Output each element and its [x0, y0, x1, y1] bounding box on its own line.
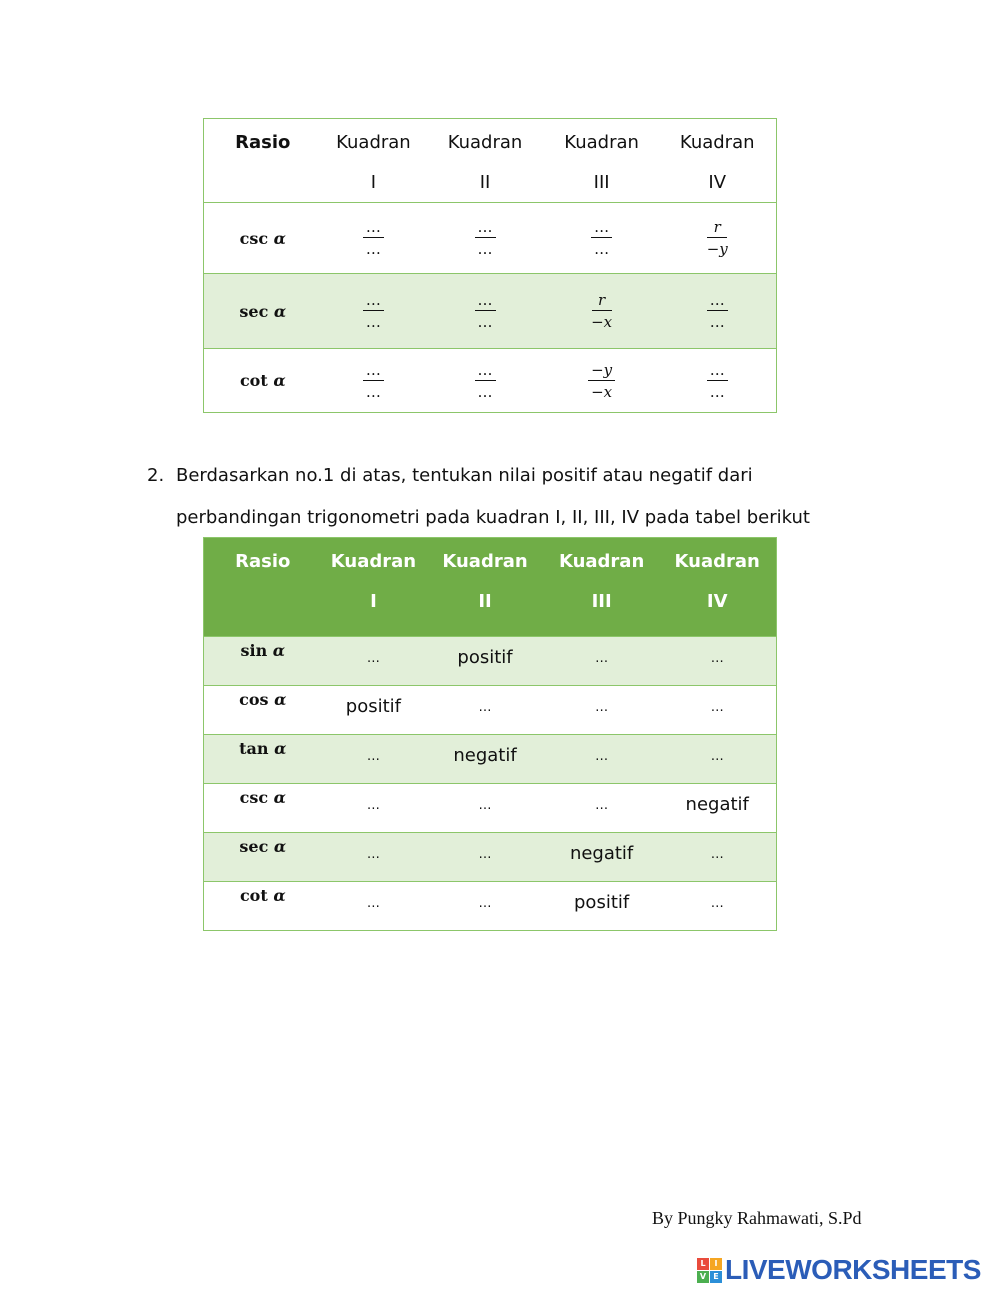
fraction-cell: $\frac{\dots}{\dots}$: [322, 203, 426, 273]
ratio-label: cot α: [239, 371, 286, 390]
sign-cell: …: [595, 651, 609, 666]
fraction-cell: $\frac{-y}{-x}$: [545, 349, 659, 412]
fraction-cell: $\frac{r}{-y}$: [706, 218, 728, 258]
sign-cell: …: [366, 651, 380, 666]
sign-cell: positif: [345, 696, 402, 717]
header-quadrant-1: Kuadran I: [336, 132, 411, 193]
ratio-label: sec α: [239, 301, 287, 321]
sign-cell: …: [710, 700, 724, 715]
header-quadrant-3: Kuadran III: [564, 132, 639, 193]
logo-letter: I: [710, 1258, 722, 1270]
fraction-cell: $\frac{\dots}{\dots}$: [545, 203, 659, 273]
fraction-cell: $\frac{\dots}{\dots}$: [425, 203, 545, 273]
ratio-label: cot α: [239, 886, 286, 905]
sign-cell: …: [366, 847, 380, 862]
logo-text: LIVEWORKSHEETS: [725, 1254, 981, 1285]
sign-cell: …: [366, 896, 380, 911]
liveworksheets-logo: [697, 1253, 981, 1287]
sign-cell: positif: [457, 647, 513, 668]
header-ratio: Rasio: [235, 551, 291, 572]
sign-cell: …: [366, 749, 380, 764]
header-quadrant-2: Kuadran II: [442, 551, 528, 612]
header-ratio: Rasio: [235, 132, 291, 153]
table-row: [204, 783, 776, 832]
question-text-line-1: Berdasarkan no.1 di atas, tentukan nilai positif atau negatif dari: [176, 465, 753, 486]
author-credit: By Pungky Rahmawati, S.Pd: [652, 1208, 862, 1228]
sign-cell: …: [478, 700, 492, 715]
logo-letter: L: [697, 1258, 709, 1270]
ratio-label: cos α: [239, 690, 287, 709]
header-quadrant-3: Kuadran III: [558, 551, 645, 612]
sign-cell: …: [595, 700, 609, 715]
sign-cell: …: [478, 896, 492, 911]
question-number: 2.: [147, 465, 165, 486]
question-text-line-2: perbandingan trigonometri pada kuadran I, II, III, IV pada tabel berikut: [176, 507, 810, 528]
ratio-label: sin α: [240, 641, 286, 660]
header-quadrant-1: Kuadran I: [330, 551, 417, 612]
ratio-label: csc α: [239, 788, 286, 807]
sign-cell: negatif: [453, 745, 517, 766]
table-row: [204, 636, 776, 685]
fraction-cell: $\frac{\dots}{\dots}$: [425, 274, 545, 348]
table-row: [204, 273, 776, 348]
fraction-cell: $\frac{\dots}{\dots}$: [322, 274, 426, 348]
sign-cell: …: [478, 798, 492, 813]
sign-cell: …: [366, 798, 380, 813]
fraction-cell: $\frac{\dots}{\dots}$: [658, 349, 776, 412]
table-row: [204, 881, 776, 930]
table-row: [204, 832, 776, 881]
table-row: [204, 685, 776, 734]
ratio-label: tan α: [239, 739, 287, 758]
sign-cell: …: [710, 847, 724, 862]
sign-cell: negatif: [685, 794, 749, 815]
table-header-row: [204, 119, 776, 202]
sign-cell: …: [478, 847, 492, 862]
logo-letter: E: [710, 1271, 722, 1283]
table-header-row: [204, 538, 776, 636]
ratio-label: sec α: [239, 837, 287, 856]
fraction-cell: $\frac{\dots}{\dots}$: [658, 274, 776, 348]
sign-cell: …: [595, 798, 609, 813]
sign-cell: …: [710, 749, 724, 764]
ratio-table-signs: [203, 537, 777, 931]
sign-cell: …: [595, 749, 609, 764]
sign-cell: …: [710, 651, 724, 666]
table-row: [204, 348, 776, 412]
table-row: [204, 202, 776, 273]
ratio-table-fractions: [203, 118, 777, 413]
logo-letter: V: [697, 1271, 709, 1283]
sign-cell: …: [710, 896, 724, 911]
header-quadrant-4: Kuadran IV: [679, 132, 755, 193]
header-quadrant-4: Kuadran IV: [674, 551, 760, 612]
header-quadrant-2: Kuadran II: [447, 132, 523, 193]
fraction-cell: $\frac{r}{-x}$: [591, 291, 613, 331]
sign-cell: negatif: [569, 843, 634, 864]
ratio-label: csc α: [239, 228, 286, 248]
fraction-cell: $\frac{\dots}{\dots}$: [425, 349, 545, 412]
logo-mark-icon: [697, 1258, 722, 1283]
table-row: [204, 734, 776, 783]
fraction-cell: $\frac{\dots}{\dots}$: [322, 349, 426, 412]
sign-cell: positif: [574, 892, 630, 913]
